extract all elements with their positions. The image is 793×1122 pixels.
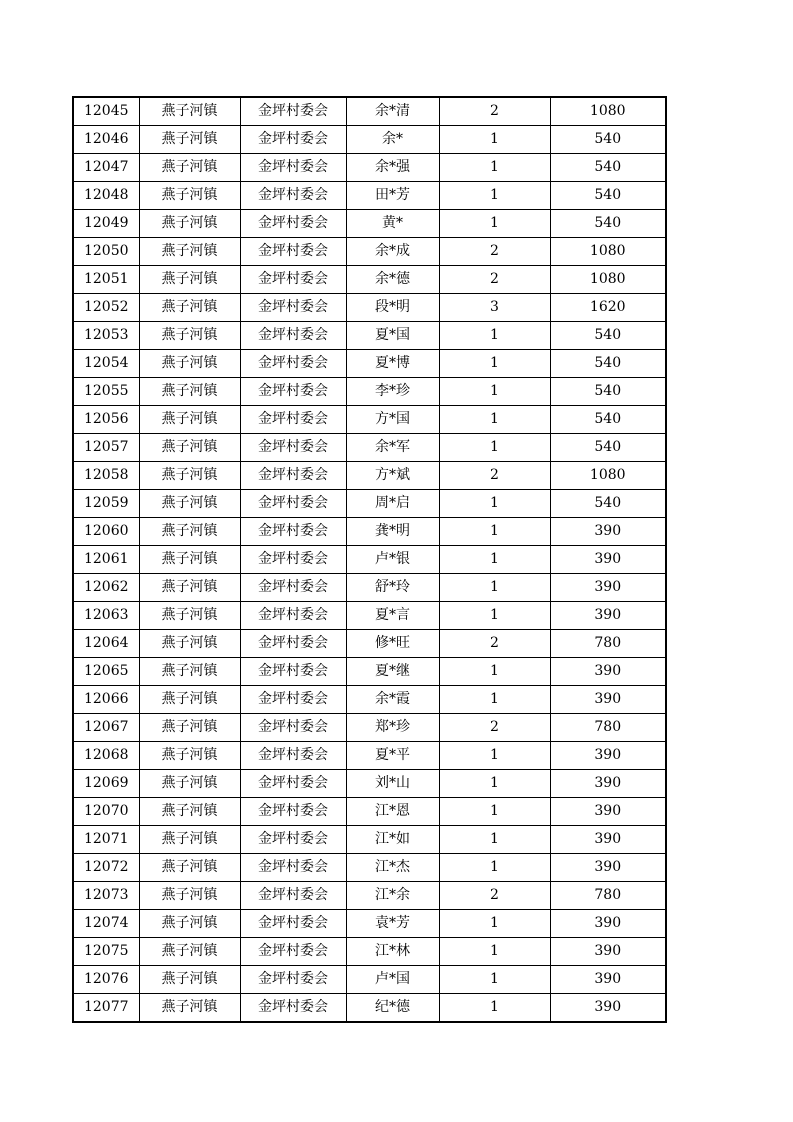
village-committee-cell: 金坪村委会: [240, 462, 346, 490]
village-committee-cell: 金坪村委会: [240, 826, 346, 854]
household-count-cell: 1: [439, 182, 550, 210]
record-id-cell: 12073: [73, 882, 139, 910]
amount-cell: 390: [550, 966, 666, 994]
table-row: [73, 154, 666, 182]
village-committee-cell: 金坪村委会: [240, 798, 346, 826]
amount-cell: 540: [550, 490, 666, 518]
person-name-cell: 江*恩: [346, 798, 439, 826]
table-row: [73, 322, 666, 350]
household-count-cell: 1: [439, 434, 550, 462]
town-cell: 燕子河镇: [139, 406, 240, 434]
record-id-cell: 12059: [73, 490, 139, 518]
village-committee-cell: 金坪村委会: [240, 854, 346, 882]
household-count-cell: 1: [439, 686, 550, 714]
household-count-cell: 2: [439, 630, 550, 658]
record-id-cell: 12049: [73, 210, 139, 238]
record-id-cell: 12065: [73, 658, 139, 686]
town-cell: 燕子河镇: [139, 658, 240, 686]
household-count-cell: 1: [439, 546, 550, 574]
table-row: [73, 826, 666, 854]
amount-cell: 780: [550, 882, 666, 910]
record-id-cell: 12057: [73, 434, 139, 462]
household-count-cell: 1: [439, 490, 550, 518]
table-row: [73, 770, 666, 798]
village-committee-cell: 金坪村委会: [240, 97, 346, 126]
record-id-cell: 12045: [73, 97, 139, 126]
village-committee-cell: 金坪村委会: [240, 490, 346, 518]
table-row: [73, 602, 666, 630]
town-cell: 燕子河镇: [139, 798, 240, 826]
table-row: [73, 406, 666, 434]
person-name-cell: 夏*平: [346, 742, 439, 770]
household-count-cell: 1: [439, 378, 550, 406]
amount-cell: 390: [550, 658, 666, 686]
person-name-cell: 卢*国: [346, 966, 439, 994]
person-name-cell: 余*清: [346, 97, 439, 126]
village-committee-cell: 金坪村委会: [240, 266, 346, 294]
amount-cell: 390: [550, 910, 666, 938]
table-row: [73, 238, 666, 266]
amount-cell: 390: [550, 938, 666, 966]
table-row: [73, 966, 666, 994]
table-row: [73, 518, 666, 546]
amount-cell: 390: [550, 686, 666, 714]
household-count-cell: 1: [439, 574, 550, 602]
record-id-cell: 12076: [73, 966, 139, 994]
household-count-cell: 2: [439, 266, 550, 294]
town-cell: 燕子河镇: [139, 686, 240, 714]
village-committee-cell: 金坪村委会: [240, 686, 346, 714]
amount-cell: 390: [550, 546, 666, 574]
roster-table: [72, 96, 667, 1023]
household-count-cell: 1: [439, 126, 550, 154]
record-id-cell: 12075: [73, 938, 139, 966]
table-row: [73, 742, 666, 770]
town-cell: 燕子河镇: [139, 546, 240, 574]
village-committee-cell: 金坪村委会: [240, 182, 346, 210]
person-name-cell: 余*强: [346, 154, 439, 182]
table-row: [73, 546, 666, 574]
amount-cell: 390: [550, 602, 666, 630]
village-committee-cell: 金坪村委会: [240, 378, 346, 406]
person-name-cell: 夏*博: [346, 350, 439, 378]
household-count-cell: 1: [439, 854, 550, 882]
person-name-cell: 田*芳: [346, 182, 439, 210]
amount-cell: 390: [550, 994, 666, 1023]
village-committee-cell: 金坪村委会: [240, 294, 346, 322]
person-name-cell: 方*斌: [346, 462, 439, 490]
village-committee-cell: 金坪村委会: [240, 154, 346, 182]
table-row: [73, 462, 666, 490]
amount-cell: 540: [550, 182, 666, 210]
household-count-cell: 1: [439, 322, 550, 350]
person-name-cell: 余*: [346, 126, 439, 154]
household-count-cell: 2: [439, 238, 550, 266]
household-count-cell: 1: [439, 938, 550, 966]
household-count-cell: 1: [439, 658, 550, 686]
village-committee-cell: 金坪村委会: [240, 238, 346, 266]
village-committee-cell: 金坪村委会: [240, 602, 346, 630]
household-count-cell: 1: [439, 910, 550, 938]
household-count-cell: 1: [439, 518, 550, 546]
person-name-cell: 江*余: [346, 882, 439, 910]
household-count-cell: 1: [439, 742, 550, 770]
record-id-cell: 12058: [73, 462, 139, 490]
record-id-cell: 12064: [73, 630, 139, 658]
person-name-cell: 余*德: [346, 266, 439, 294]
town-cell: 燕子河镇: [139, 966, 240, 994]
town-cell: 燕子河镇: [139, 854, 240, 882]
table-row: [73, 658, 666, 686]
amount-cell: 1080: [550, 266, 666, 294]
household-count-cell: 2: [439, 97, 550, 126]
person-name-cell: 黄*: [346, 210, 439, 238]
record-id-cell: 12062: [73, 574, 139, 602]
town-cell: 燕子河镇: [139, 350, 240, 378]
town-cell: 燕子河镇: [139, 574, 240, 602]
village-committee-cell: 金坪村委会: [240, 574, 346, 602]
person-name-cell: 修*旺: [346, 630, 439, 658]
household-count-cell: 1: [439, 994, 550, 1023]
person-name-cell: 余*霞: [346, 686, 439, 714]
record-id-cell: 12054: [73, 350, 139, 378]
person-name-cell: 卢*银: [346, 546, 439, 574]
amount-cell: 390: [550, 770, 666, 798]
village-committee-cell: 金坪村委会: [240, 994, 346, 1023]
amount-cell: 390: [550, 742, 666, 770]
town-cell: 燕子河镇: [139, 462, 240, 490]
town-cell: 燕子河镇: [139, 714, 240, 742]
town-cell: 燕子河镇: [139, 294, 240, 322]
household-count-cell: 1: [439, 602, 550, 630]
amount-cell: 540: [550, 350, 666, 378]
village-committee-cell: 金坪村委会: [240, 406, 346, 434]
town-cell: 燕子河镇: [139, 518, 240, 546]
amount-cell: 540: [550, 378, 666, 406]
person-name-cell: 周*启: [346, 490, 439, 518]
amount-cell: 780: [550, 714, 666, 742]
record-id-cell: 12052: [73, 294, 139, 322]
table-row: [73, 126, 666, 154]
person-name-cell: 江*如: [346, 826, 439, 854]
town-cell: 燕子河镇: [139, 378, 240, 406]
town-cell: 燕子河镇: [139, 434, 240, 462]
record-id-cell: 12061: [73, 546, 139, 574]
table-row: [73, 210, 666, 238]
table-row: [73, 574, 666, 602]
record-id-cell: 12053: [73, 322, 139, 350]
person-name-cell: 李*珍: [346, 378, 439, 406]
town-cell: 燕子河镇: [139, 938, 240, 966]
table-row: [73, 294, 666, 322]
village-committee-cell: 金坪村委会: [240, 210, 346, 238]
person-name-cell: 纪*德: [346, 994, 439, 1023]
town-cell: 燕子河镇: [139, 322, 240, 350]
amount-cell: 1080: [550, 97, 666, 126]
amount-cell: 390: [550, 518, 666, 546]
record-id-cell: 12074: [73, 910, 139, 938]
table-row: [73, 798, 666, 826]
village-committee-cell: 金坪村委会: [240, 966, 346, 994]
household-count-cell: 3: [439, 294, 550, 322]
town-cell: 燕子河镇: [139, 882, 240, 910]
village-committee-cell: 金坪村委会: [240, 882, 346, 910]
household-count-cell: 1: [439, 966, 550, 994]
person-name-cell: 夏*言: [346, 602, 439, 630]
village-committee-cell: 金坪村委会: [240, 518, 346, 546]
record-id-cell: 12071: [73, 826, 139, 854]
table-row: [73, 994, 666, 1023]
roster-table-body: [73, 97, 666, 1022]
record-id-cell: 12056: [73, 406, 139, 434]
record-id-cell: 12055: [73, 378, 139, 406]
village-committee-cell: 金坪村委会: [240, 546, 346, 574]
table-row: [73, 266, 666, 294]
town-cell: 燕子河镇: [139, 490, 240, 518]
record-id-cell: 12047: [73, 154, 139, 182]
town-cell: 燕子河镇: [139, 154, 240, 182]
household-count-cell: 1: [439, 798, 550, 826]
record-id-cell: 12068: [73, 742, 139, 770]
record-id-cell: 12046: [73, 126, 139, 154]
record-id-cell: 12066: [73, 686, 139, 714]
household-count-cell: 1: [439, 210, 550, 238]
amount-cell: 540: [550, 126, 666, 154]
person-name-cell: 江*杰: [346, 854, 439, 882]
amount-cell: 540: [550, 434, 666, 462]
village-committee-cell: 金坪村委会: [240, 658, 346, 686]
record-id-cell: 12060: [73, 518, 139, 546]
record-id-cell: 12070: [73, 798, 139, 826]
town-cell: 燕子河镇: [139, 182, 240, 210]
household-count-cell: 2: [439, 882, 550, 910]
record-id-cell: 12048: [73, 182, 139, 210]
table-row: [73, 378, 666, 406]
amount-cell: 390: [550, 798, 666, 826]
town-cell: 燕子河镇: [139, 238, 240, 266]
amount-cell: 1080: [550, 238, 666, 266]
village-committee-cell: 金坪村委会: [240, 322, 346, 350]
record-id-cell: 12069: [73, 770, 139, 798]
town-cell: 燕子河镇: [139, 826, 240, 854]
town-cell: 燕子河镇: [139, 770, 240, 798]
table-row: [73, 490, 666, 518]
village-committee-cell: 金坪村委会: [240, 938, 346, 966]
household-count-cell: 1: [439, 770, 550, 798]
person-name-cell: 夏*继: [346, 658, 439, 686]
village-committee-cell: 金坪村委会: [240, 770, 346, 798]
table-row: [73, 630, 666, 658]
village-committee-cell: 金坪村委会: [240, 350, 346, 378]
town-cell: 燕子河镇: [139, 602, 240, 630]
amount-cell: 780: [550, 630, 666, 658]
town-cell: 燕子河镇: [139, 97, 240, 126]
record-id-cell: 12063: [73, 602, 139, 630]
amount-cell: 1620: [550, 294, 666, 322]
person-name-cell: 刘*山: [346, 770, 439, 798]
record-id-cell: 12067: [73, 714, 139, 742]
person-name-cell: 段*明: [346, 294, 439, 322]
table-row: [73, 182, 666, 210]
table-row: [73, 350, 666, 378]
person-name-cell: 袁*芳: [346, 910, 439, 938]
village-committee-cell: 金坪村委会: [240, 742, 346, 770]
person-name-cell: 龚*明: [346, 518, 439, 546]
record-id-cell: 12072: [73, 854, 139, 882]
amount-cell: 540: [550, 210, 666, 238]
person-name-cell: 江*林: [346, 938, 439, 966]
village-committee-cell: 金坪村委会: [240, 910, 346, 938]
village-committee-cell: 金坪村委会: [240, 126, 346, 154]
person-name-cell: 方*国: [346, 406, 439, 434]
person-name-cell: 舒*玲: [346, 574, 439, 602]
household-count-cell: 2: [439, 714, 550, 742]
town-cell: 燕子河镇: [139, 126, 240, 154]
village-committee-cell: 金坪村委会: [240, 434, 346, 462]
amount-cell: 540: [550, 406, 666, 434]
record-id-cell: 12051: [73, 266, 139, 294]
amount-cell: 1080: [550, 462, 666, 490]
table-row: [73, 97, 666, 126]
town-cell: 燕子河镇: [139, 210, 240, 238]
person-name-cell: 郑*珍: [346, 714, 439, 742]
person-name-cell: 夏*国: [346, 322, 439, 350]
household-count-cell: 1: [439, 350, 550, 378]
town-cell: 燕子河镇: [139, 910, 240, 938]
town-cell: 燕子河镇: [139, 266, 240, 294]
amount-cell: 540: [550, 154, 666, 182]
table-row: [73, 882, 666, 910]
table-row: [73, 714, 666, 742]
household-count-cell: 1: [439, 154, 550, 182]
household-count-cell: 2: [439, 462, 550, 490]
amount-cell: 390: [550, 854, 666, 882]
record-id-cell: 12077: [73, 994, 139, 1023]
table-row: [73, 854, 666, 882]
table-row: [73, 686, 666, 714]
town-cell: 燕子河镇: [139, 630, 240, 658]
town-cell: 燕子河镇: [139, 994, 240, 1023]
amount-cell: 390: [550, 574, 666, 602]
village-committee-cell: 金坪村委会: [240, 630, 346, 658]
table-row: [73, 434, 666, 462]
record-id-cell: 12050: [73, 238, 139, 266]
amount-cell: 390: [550, 826, 666, 854]
person-name-cell: 余*军: [346, 434, 439, 462]
town-cell: 燕子河镇: [139, 742, 240, 770]
household-count-cell: 1: [439, 406, 550, 434]
village-committee-cell: 金坪村委会: [240, 714, 346, 742]
amount-cell: 540: [550, 322, 666, 350]
table-row: [73, 910, 666, 938]
person-name-cell: 余*成: [346, 238, 439, 266]
household-count-cell: 1: [439, 826, 550, 854]
table-row: [73, 938, 666, 966]
